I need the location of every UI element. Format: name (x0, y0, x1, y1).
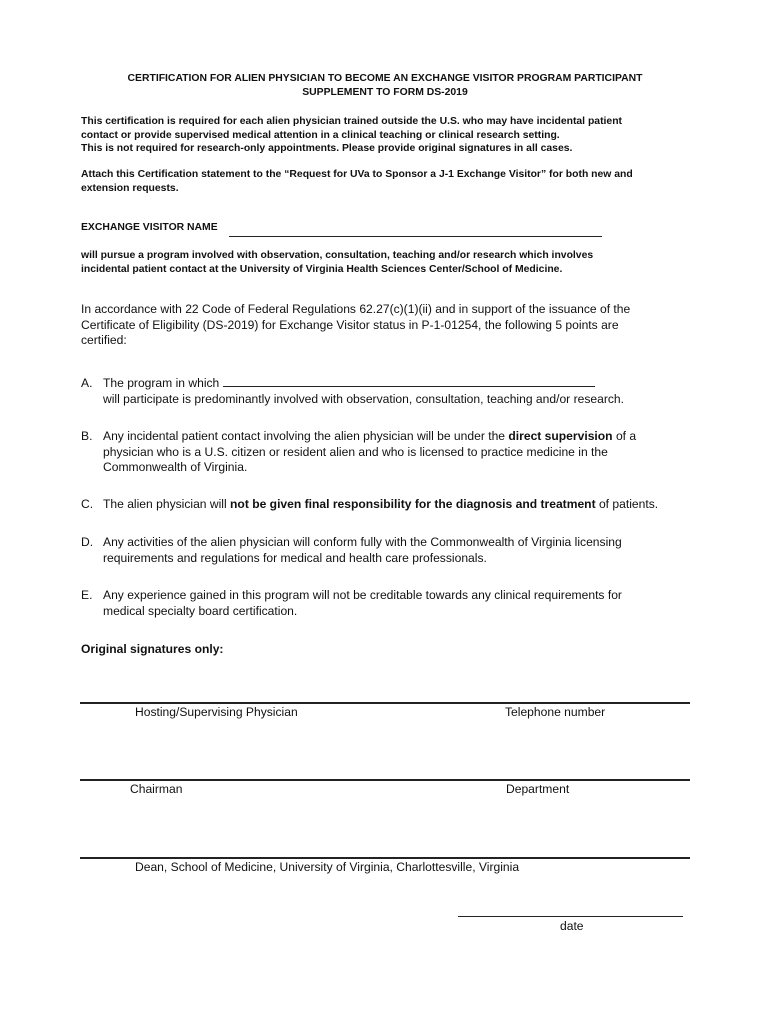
point-c-post: of patients. (595, 497, 659, 511)
chairman-signature-line[interactable] (80, 779, 690, 781)
attach-line-1: Attach this Certification statement to the “Request for UVa to Sponsor a J-1 Exchange Visitor” for both new and (81, 169, 633, 180)
requirement-line-3: This is not required for research-only appointments. Please provide original signatures in all cases. (81, 143, 573, 154)
point-d-letter: D. (81, 535, 94, 549)
point-b-letter: B. (81, 429, 93, 443)
point-e-text (103, 588, 701, 619)
visitor-description (81, 249, 701, 276)
point-e-line-1: Any experience gained in this program will not be creditable towards any clinical requirements for (103, 588, 622, 602)
point-d-line-2: requirements and regulations for medical and health care professionals. (103, 550, 487, 565)
exchange-visitor-label: EXCHANGE VISITOR NAME (81, 222, 218, 233)
telephone-label: Telephone number (505, 705, 606, 719)
point-a-letter: A. (81, 376, 93, 390)
point-b-line-1-pre: Any incidental patient contact involving the alien physician will be under the (103, 429, 509, 443)
dean-label: Dean, School of Medicine, University of Virginia, Charlottesville, Virginia (135, 860, 520, 874)
point-c (81, 497, 701, 513)
point-a-text (103, 376, 701, 407)
department-label: Department (506, 782, 570, 796)
attach-line-2: extension requests. (81, 182, 179, 194)
point-e-letter: E. (81, 588, 93, 602)
point-a-line-2: will participate is predominantly involved with observation, consultation, teaching and/or research. (103, 391, 624, 406)
date-line[interactable] (458, 916, 683, 917)
attach-paragraph (81, 168, 701, 195)
point-d-text (103, 535, 701, 566)
point-b-text (103, 429, 701, 476)
point-b-line-1-post: of a (612, 429, 637, 443)
hosting-physician-label: Hosting/Supervising Physician (135, 705, 298, 719)
point-a-line-1: The program in which (103, 376, 220, 390)
visitor-description-line-1: will pursue a program involved with observation, consultation, teaching and/or research which involves (81, 250, 594, 261)
requirement-paragraph (81, 115, 701, 156)
regulation-line-2: Certificate of Eligibility (DS-2019) for Exchange Visitor status in P-1-01254, the following 5 points are (81, 317, 619, 332)
regulation-line-3: certified: (81, 333, 127, 347)
point-c-letter: C. (81, 497, 94, 511)
point-e (81, 588, 701, 619)
chairman-label: Chairman (130, 782, 183, 796)
title-line-2: SUPPLEMENT TO FORM DS-2019 (302, 86, 468, 98)
signatures-heading: Original signatures only: (81, 642, 224, 656)
point-c-pre: The alien physician will (103, 497, 231, 511)
program-name-field[interactable] (223, 376, 595, 387)
point-b-emphasis: direct supervision (508, 429, 613, 443)
title-line-1: CERTIFICATION FOR ALIEN PHYSICIAN TO BECOME AN EXCHANGE VISITOR PROGRAM PARTICIPANT (127, 73, 643, 84)
date-label: date (560, 919, 584, 933)
requirement-line-1: This certification is required for each alien physician trained outside the U.S. who may have incidental patient (81, 116, 623, 127)
exchange-visitor-name-field[interactable] (229, 236, 602, 237)
point-b-line-2: physician who is a U.S. citizen or resident alien and who is licensed to practice medicine in the (103, 444, 608, 459)
point-d-line-1: Any activities of the alien physician will conform fully with the Commonwealth of Virginia licensing (103, 535, 622, 549)
regulation-paragraph (81, 302, 681, 349)
visitor-description-line-2: incidental patient contact at the University of Virginia Health Sciences Center/School of Medicine. (81, 263, 563, 275)
hosting-signature-line[interactable] (80, 702, 690, 704)
point-a (81, 376, 701, 407)
point-e-line-2: medical specialty board certification. (103, 603, 298, 618)
point-b (81, 429, 701, 476)
requirement-line-2: contact or provide supervised medical attention in a clinical teaching or clinical research setting. (81, 129, 560, 141)
point-c-text (103, 497, 701, 513)
form-title (80, 72, 690, 99)
dean-signature-line[interactable] (80, 857, 690, 859)
point-c-emphasis: not be given final responsibility for the diagnosis and treatment (230, 497, 596, 511)
point-b-line-3: Commonwealth of Virginia. (103, 460, 248, 474)
regulation-line-1: In accordance with 22 Code of Federal Regulations 62.27(c)(1)(ii) and in support of the issuance of the (81, 302, 631, 316)
point-d (81, 535, 701, 566)
